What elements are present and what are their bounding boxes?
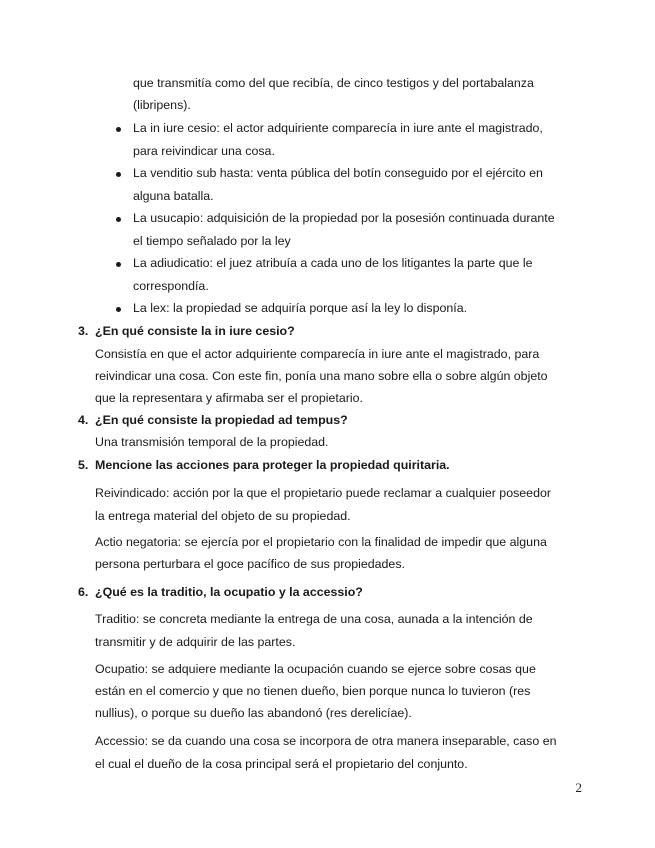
answer-line: Ocupatio: se adquiere mediante la ocupación cuando se ejerce sobre cosas que xyxy=(95,662,536,676)
answer-line: reivindicar una cosa. Con este fin, ponía una mano sobre ella o sobre algún objeto xyxy=(95,369,548,383)
bullet-dot xyxy=(116,262,121,267)
bullet-item-line: La lex: la propiedad se adquiría porque así la ley lo disponía. xyxy=(133,301,468,315)
answer-line: Traditio: se concreta mediante la entrega de una cosa, aunada a la intención de xyxy=(95,612,533,626)
bullet-dot xyxy=(116,127,121,132)
question-number: 3. xyxy=(78,324,89,338)
answer-line: la entrega material del objeto de su propiedad. xyxy=(95,509,351,523)
answer-line: nullius), o porque su dueño las abandonó (res derelicíae). xyxy=(95,706,412,720)
question-3-heading: ¿En qué consiste la in iure cesio? xyxy=(95,324,295,338)
answer-line: Reivindicado: acción por la que el propietario puede reclamar a cualquier poseedor xyxy=(95,486,551,500)
bullet-item-line: correspondía. xyxy=(133,279,209,293)
answer-line: el cual el dueño de la cosa principal será el propietario del conjunto. xyxy=(95,757,468,771)
bullet-item-line: alguna batalla. xyxy=(133,189,214,203)
bullet-item-line: La adiudicatio: el juez atribuía a cada uno de los litigantes la parte que le xyxy=(133,256,533,270)
question-number: 6. xyxy=(78,585,89,599)
bullet-item-line: La venditio sub hasta: venta pública del botín conseguido por el ejército en xyxy=(133,166,543,180)
answer-line: persona perturbara el goce pacífico de sus propiedades. xyxy=(95,557,405,571)
bullet-dot xyxy=(116,172,121,177)
continuation-line-2: (libripens). xyxy=(133,98,191,112)
answer-line: están en el comercio y que no tienen dueño, bien porque nunca lo tuvieron (res xyxy=(95,684,531,698)
bullet-dot xyxy=(116,217,121,222)
answer-line: que la representara y afirmaba ser el propietario. xyxy=(95,391,363,405)
answer-line: Accessio: se da cuando una cosa se incorpora de otra manera inseparable, caso en xyxy=(95,734,557,748)
answer-line: transmitir y de adquirir de las partes. xyxy=(95,635,296,649)
question-number: 4. xyxy=(78,413,89,427)
question-4-heading: ¿En qué consiste la propiedad ad tempus? xyxy=(95,413,348,427)
bullet-item-line: para reivindicar una cosa. xyxy=(133,144,275,158)
question-6-heading: ¿Qué es la traditio, la ocupatio y la accessio? xyxy=(95,585,363,599)
bullet-item-line: el tiempo señalado por la ley xyxy=(133,234,291,248)
bullet-dot xyxy=(116,307,121,312)
page-number: 2 xyxy=(575,780,582,795)
question-number: 5. xyxy=(78,458,89,472)
answer-line: Consistía en que el actor adquiriente comparecía in iure ante el magistrado, para xyxy=(95,347,540,361)
question-5-heading: Mencione las acciones para proteger la propiedad quiritaria. xyxy=(95,458,450,472)
answer-line: Una transmisión temporal de la propiedad. xyxy=(95,435,329,449)
bullet-item-line: La usucapio: adquisición de la propiedad por la posesión continuada durante xyxy=(133,211,555,225)
continuation-line-1: que transmitía como del que recibía, de cinco testigos y del portabalanza xyxy=(133,76,534,90)
bullet-item-line: La in iure cesio: el actor adquiriente comparecía in iure ante el magistrado, xyxy=(133,121,543,135)
answer-line: Actio negatoria: se ejercía por el propietario con la finalidad de impedir que alguna xyxy=(95,535,547,549)
